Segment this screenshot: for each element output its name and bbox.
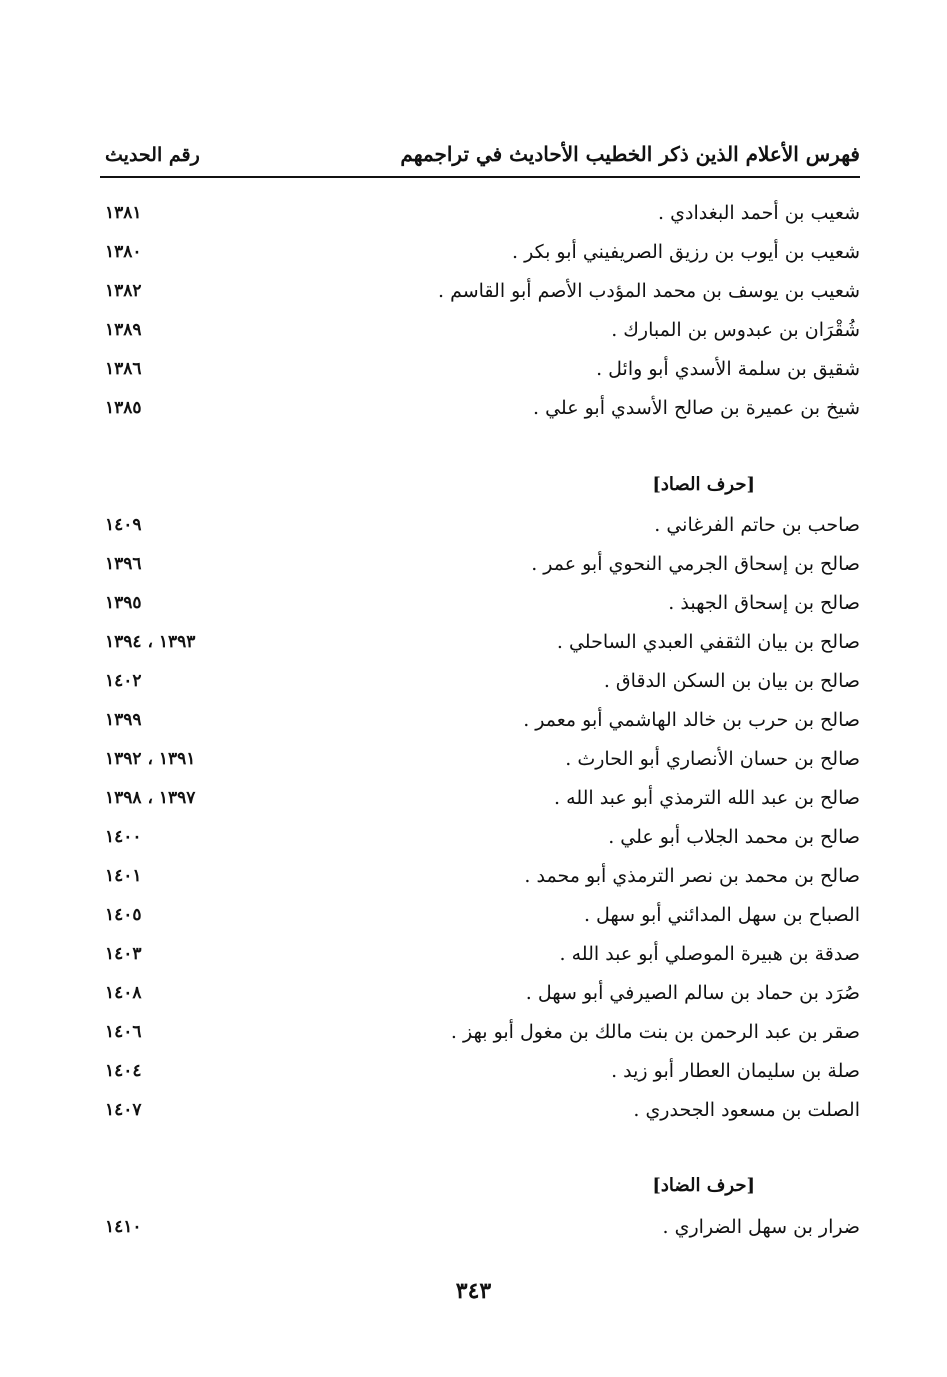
entry-hadith-number: ١٤٠٧ [105,1100,142,1120]
entry-name: ضرار بن سهل الضراري . [662,1216,860,1238]
entry-hadith-number: ١٣٨١ [105,203,142,223]
entry-hadith-number: ١٣٩٧ ، ١٣٩٨ [105,788,196,808]
index-entry [105,1210,860,1244]
entry-name: شعيب بن أيوب بن رزيق الصريفيني أبو بكر . [512,241,860,263]
entry-hadith-number: ١٤٠٩ [105,515,142,535]
section-heading: [حرف الصاد] [652,474,755,495]
entry-name: صلة بن سليمان العطار أبو زيد . [611,1060,860,1082]
entry-hadith-number: ١٣٩٦ [105,554,142,574]
index-entry [105,859,860,893]
entry-hadith-number: ١٤٠٥ [105,905,142,925]
entry-hadith-number: ١٤٠٤ [105,1061,142,1081]
index-entry [105,1093,860,1127]
entry-hadith-number: ١٤١٠ [105,1217,142,1237]
entry-hadith-number: ١٣٨٩ [105,320,142,340]
entry-name: صالح بن محمد بن نصر الترمذي أبو محمد . [524,865,860,887]
header-divider [100,176,860,178]
index-entry [105,508,860,542]
index-entry [105,274,860,308]
index-entry [105,352,860,386]
index-entry [105,742,860,776]
index-entry [105,976,860,1010]
index-entry [105,937,860,971]
entry-name: صالح بن بيان بن السكن الدقاق . [603,670,860,692]
entry-name: صالح بن بيان الثقفي العبدي الساحلي . [556,631,860,653]
index-entry [105,1054,860,1088]
entry-name: صالح بن إسحاق الجرمي النحوي أبو عمر . [531,553,860,575]
entry-hadith-number: ١٣٩١ ، ١٣٩٢ [105,749,196,769]
entry-name: شعيب بن أحمد البغدادي . [658,202,860,224]
entry-hadith-number: ١٤٠٨ [105,983,142,1003]
entry-name: شيخ بن عميرة بن صالح الأسدي أبو علي . [533,397,860,419]
index-entry [105,781,860,815]
entry-name: الصباح بن سهل المدائني أبو سهل . [583,904,860,926]
entry-name: شُقْرَان بن عبدوس بن المبارك . [611,319,860,341]
entry-name: صُرَد بن حماد بن سالم الصيرفي أبو سهل . [525,982,860,1004]
entry-hadith-number: ١٤٠٠ [105,827,142,847]
entry-hadith-number: ١٤٠٢ [105,671,142,691]
entry-name: صالح بن حرب بن خالد الهاشمي أبو معمر . [523,709,860,731]
index-entry [105,898,860,932]
entry-hadith-number: ١٤٠١ [105,866,142,886]
entry-name: الصلت بن مسعود الجحدري . [633,1099,860,1121]
index-entry [105,625,860,659]
index-entry [105,664,860,698]
entry-name: صاحب بن حاتم الفرغاني . [654,514,860,536]
entry-hadith-number: ١٣٩٥ [105,593,142,613]
entry-hadith-number: ١٤٠٣ [105,944,142,964]
entry-name: صالح بن إسحاق الجهبذ . [668,592,860,614]
entry-name: صالح بن محمد الجلاب أبو علي . [608,826,860,848]
entry-name: شقيق بن سلمة الأسدي أبو وائل . [596,358,860,380]
index-entry [105,1015,860,1049]
index-entry [105,196,860,230]
index-title: فهرس الأعلام الذين ذكر الخطيب الأحاديث في تراجمهم [400,142,860,166]
index-entry [105,391,860,425]
entry-hadith-number: ١٣٨٢ [105,281,142,301]
entry-name: صالح بن حسان الأنصاري أبو الحارث . [565,748,860,770]
section-heading: [حرف الضاد] [652,1175,755,1196]
entry-hadith-number: ١٣٨٦ [105,359,142,379]
entry-name: صقر بن عبد الرحمن بن بنت مالك بن مغول أبو بهز . [450,1021,860,1043]
index-entry [105,547,860,581]
entry-hadith-number: ١٣٨٠ [105,242,142,262]
entry-hadith-number: ١٤٠٦ [105,1022,142,1042]
entry-name: صالح بن عبد الله الترمذي أبو عبد الله . [554,787,860,809]
entry-name: شعيب بن يوسف بن محمد المؤدب الأصم أبو القاسم . [438,280,860,302]
index-entry [105,313,860,347]
entry-hadith-number: ١٣٩٩ [105,710,142,730]
index-entry [105,703,860,737]
index-entry [105,235,860,269]
page-number: ٣٤٣ [455,1278,492,1304]
hadith-number-column-label: رقم الحديث [105,144,200,166]
entry-hadith-number: ١٣٨٥ [105,398,142,418]
page-header [105,130,860,166]
index-entry [105,820,860,854]
index-entry [105,586,860,620]
entry-hadith-number: ١٣٩٣ ، ١٣٩٤ [105,632,196,652]
entry-name: صدقة بن هبيرة الموصلي أبو عبد الله . [559,943,860,965]
